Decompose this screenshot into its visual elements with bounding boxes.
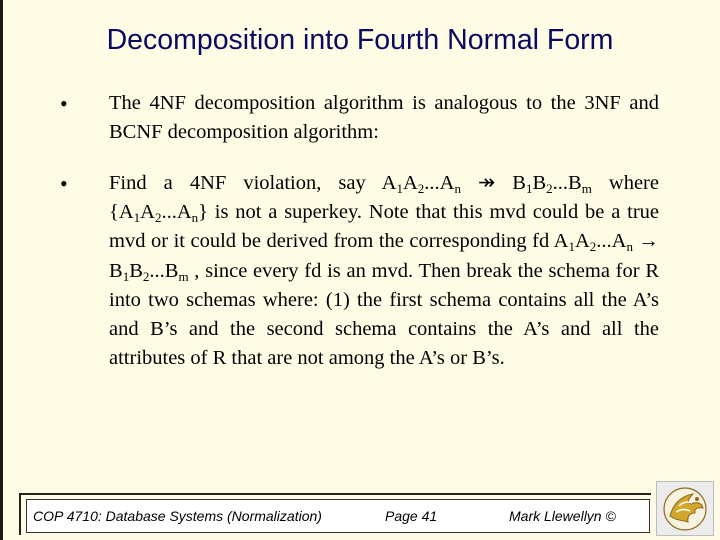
subscript: n — [626, 239, 633, 255]
bullet-2-seg: ...A — [596, 230, 627, 253]
bullet-2-seg: , since every fd is an mvd. Then break the schema for R into two schemas where: (1) the first schema contains all the A’s and B’s and the second schema contains the A’s and all the attributes of R that are not among the A’s or B’s. — [109, 259, 659, 370]
bullet-2-seg: A — [140, 201, 155, 224]
subscript: m — [178, 268, 189, 284]
subscript: m — [581, 181, 592, 196]
subscript: 2 — [589, 239, 597, 255]
bullet-1-text: The 4NF decomposition algorithm is analogous to the 3NF and BCNF decomposition algorithm: — [109, 92, 659, 144]
bullet-marker-1: • — [60, 91, 68, 116]
bullet-2-text — [109, 169, 659, 373]
subscript: 1 — [396, 181, 403, 196]
bullet-2-seg: A — [574, 230, 590, 253]
bullet-2-seg: ...A — [424, 172, 455, 194]
footer-author: Mark Llewellyn © — [509, 508, 616, 524]
subscript: n — [454, 181, 461, 196]
fd-arrow-icon: → — [638, 230, 659, 253]
footer-bar — [26, 499, 650, 533]
subscript: 1 — [133, 210, 141, 226]
footer-page-number: Page 41 — [385, 508, 438, 524]
subscript: 1 — [122, 268, 130, 284]
subscript: 2 — [546, 181, 553, 196]
bullet-2-seg: A — [402, 172, 418, 194]
bullet-2-seg: B — [495, 172, 526, 194]
footer-course: COP 4710: Database Systems (Normalization) — [33, 508, 322, 524]
bullet-2-seg: Find a 4NF violation, say A — [109, 172, 397, 194]
subscript: 2 — [154, 210, 162, 226]
bullet-marker-2: • — [60, 171, 68, 196]
subscript: n — [191, 210, 199, 226]
bullet-2-seg: where {A — [109, 172, 659, 224]
ucf-pegasus-logo-icon — [656, 481, 714, 536]
subscript: 2 — [142, 268, 150, 284]
bullet-2-seg: B — [129, 259, 143, 282]
subscript: 1 — [525, 181, 533, 196]
bullet-2-seg: ...B — [149, 259, 179, 282]
bullet-2-seg: B — [109, 259, 123, 282]
bullet-2-seg: B — [532, 172, 547, 194]
slide-title: Decomposition into Fourth Normal Form — [106, 24, 614, 56]
pegasus-logo-graphic — [657, 482, 713, 535]
bullet-2-seg: ...B — [552, 172, 582, 194]
bullet-2-seg: ...A — [161, 201, 192, 224]
bullet-2-seg: } is not a superkey. Note that this mvd could be a true mvd or it could be derived from the corresponding fd A — [109, 201, 659, 253]
slide-left-border — [0, 0, 3, 540]
subscript: 2 — [417, 181, 425, 196]
mvd-arrow-icon: ↠ — [478, 172, 496, 194]
subscript: 1 — [568, 239, 575, 255]
